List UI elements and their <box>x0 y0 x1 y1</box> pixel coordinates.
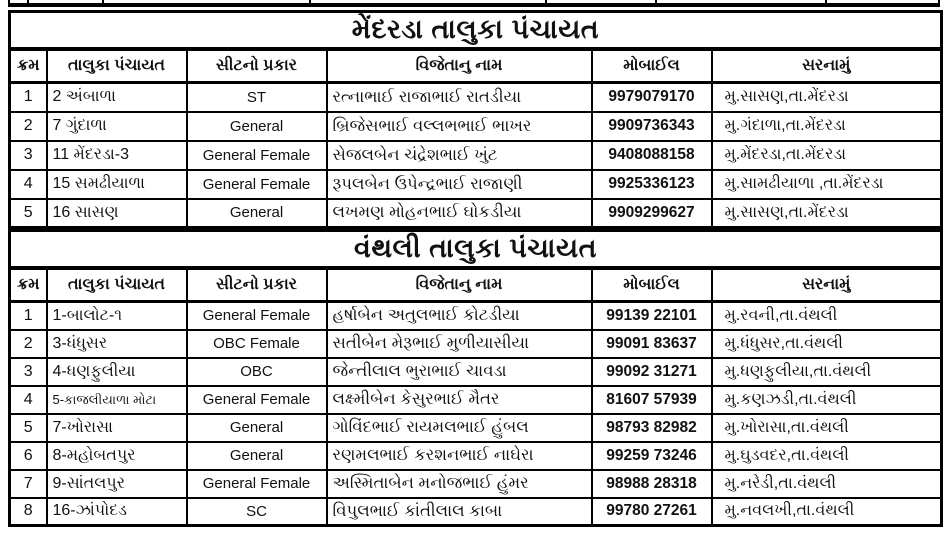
divider <box>102 0 104 3</box>
row-address: મુ.ઘુડવદર,તા.વંથલી <box>712 442 942 470</box>
row-mobile: 9979079170 <box>592 83 712 112</box>
table-title: વંથલી તાલુકા પંચાયત <box>10 231 942 268</box>
divider <box>655 0 657 3</box>
row-winner-name: જેન્તીલાલ ભુરાભાઈ ચાવડા <box>327 358 592 386</box>
row-mobile: 99091 83637 <box>592 330 712 358</box>
row-seat-type: General <box>187 414 327 442</box>
row-seat-type: ST <box>187 83 327 112</box>
row-seat-type: OBC Female <box>187 330 327 358</box>
row-winner-name: હર્ષાબેન અતુલભાઈ કોટડીયા <box>327 302 592 330</box>
table-row <box>10 386 942 414</box>
row-serial: 3 <box>10 141 47 170</box>
row-address: મુ.નવલખી,તા.વંથલી <box>712 498 942 526</box>
header-row <box>10 49 942 83</box>
row-winner-name: વિપુલભાઈ કાંતીલાલ કાબા <box>327 498 592 526</box>
row-taluka: 7-ખોરાસા <box>47 414 187 442</box>
header-mobile: મોબાઈલ <box>592 49 712 83</box>
row-seat-type: General <box>187 442 327 470</box>
tables-wrapper <box>8 10 940 527</box>
row-serial: 5 <box>10 414 47 442</box>
row-seat-type: General <box>187 112 327 141</box>
table-row <box>10 330 942 358</box>
row-winner-name: અસ્મિતાબેન મનોજભાઈ હુંમર <box>327 470 592 498</box>
divider <box>825 0 827 3</box>
row-serial: 2 <box>10 112 47 141</box>
row-winner-name: રણમલભાઈ કરશનભાઈ નાઘેરા <box>327 442 592 470</box>
row-seat-type: General <box>187 199 327 228</box>
row-address: મુ.સાસણ,તા.મેંદરડા <box>712 83 942 112</box>
row-address: મુ.કણઝડી,તા.વંથલી <box>712 386 942 414</box>
row-mobile: 9408088158 <box>592 141 712 170</box>
row-address: મુ.ધંધુસર,તા.વંથલી <box>712 330 942 358</box>
row-serial: 1 <box>10 302 47 330</box>
row-address: મુ.સામઢીયાળા ,તા.મેંદરડા <box>712 170 942 199</box>
header-winner: વિજેતાનુ નામ <box>327 268 592 302</box>
row-winner-name: સતીબેન મેરૂભાઈ મુળીયાસીયા <box>327 330 592 358</box>
row-winner-name: રૂપલબેન ઉપેન્દ્રભાઈ રાજાણી <box>327 170 592 199</box>
row-taluka: 7 ગુંદાળા <box>47 112 187 141</box>
row-taluka: 3-ધંધુસર <box>47 330 187 358</box>
row-taluka: 1-બાલોટ-૧ <box>47 302 187 330</box>
header-serial: ક્રમ <box>10 49 47 83</box>
table-title-row <box>10 12 942 49</box>
row-mobile: 9909299627 <box>592 199 712 228</box>
row-seat-type: General Female <box>187 302 327 330</box>
row-serial: 4 <box>10 386 47 414</box>
table-title-row <box>10 231 942 268</box>
row-mobile: 99259 73246 <box>592 442 712 470</box>
table-row <box>10 414 942 442</box>
row-address: મુ.ગંદાળા,તા.મેંદરડા <box>712 112 942 141</box>
row-taluka: 2 અંબાળા <box>47 83 187 112</box>
table-row <box>10 498 942 526</box>
row-address: મુ.મેંદરડા,તા.મેંદરડા <box>712 141 942 170</box>
row-serial: 6 <box>10 442 47 470</box>
row-seat-type: General Female <box>187 141 327 170</box>
table-row <box>10 470 942 498</box>
row-taluka: 16-ઝાંપોદડ <box>47 498 187 526</box>
header-winner: વિજેતાનુ નામ <box>327 49 592 83</box>
row-mobile: 99092 31271 <box>592 358 712 386</box>
row-address: મુ.ધણફુલીયા,તા.વંથલી <box>712 358 942 386</box>
table-row <box>10 442 942 470</box>
header-taluka: તાલુકા પંચાયત <box>47 268 187 302</box>
divider <box>27 0 29 3</box>
row-mobile: 98793 82982 <box>592 414 712 442</box>
row-mobile: 9909736343 <box>592 112 712 141</box>
row-taluka: 8-મહોબતપુર <box>47 442 187 470</box>
header-seat-type: સીટનો પ્રકાર <box>187 49 327 83</box>
header-mobile: મોબાઈલ <box>592 268 712 302</box>
row-serial: 2 <box>10 330 47 358</box>
header-taluka: તાલુકા પંચાયત <box>47 49 187 83</box>
row-address: મુ.નરેડી,તા.વંથલી <box>712 470 942 498</box>
table-row <box>10 83 942 112</box>
row-taluka: 9-સાંતલપુર <box>47 470 187 498</box>
row-winner-name: રત્નાભાઈ રાજાભાઈ રાતડીયા <box>327 83 592 112</box>
row-serial: 3 <box>10 358 47 386</box>
table-row <box>10 199 942 228</box>
row-serial: 4 <box>10 170 47 199</box>
vanthali-taluka-table <box>8 229 943 527</box>
row-seat-type: General Female <box>187 386 327 414</box>
row-winner-name: લખમણ મોહનભાઈ ઘોકડીયા <box>327 199 592 228</box>
row-serial: 1 <box>10 83 47 112</box>
row-mobile: 81607 57939 <box>592 386 712 414</box>
divider <box>309 0 311 3</box>
row-mobile: 9925336123 <box>592 170 712 199</box>
mendarda-taluka-table <box>8 10 943 229</box>
header-address: સરનામું <box>712 268 942 302</box>
header-address: સરનામું <box>712 49 942 83</box>
table-row <box>10 302 942 330</box>
row-taluka: 11 મેંદરડા-3 <box>47 141 187 170</box>
row-taluka: 16 સાસણ <box>47 199 187 228</box>
table-title: મેંદરડા તાલુકા પંચાયત <box>10 12 942 49</box>
row-seat-type: General Female <box>187 170 327 199</box>
table-row <box>10 112 942 141</box>
header-serial: ક્રમ <box>10 268 47 302</box>
row-address: મુ.સાસણ,તા.મેંદરડા <box>712 199 942 228</box>
row-seat-type: SC <box>187 498 327 526</box>
row-address: મુ.રવની,તા.વંથલી <box>712 302 942 330</box>
table-row <box>10 170 942 199</box>
row-seat-type: OBC <box>187 358 327 386</box>
row-taluka: 5-કાજલીયાળા મોટા <box>47 386 187 414</box>
row-serial: 7 <box>10 470 47 498</box>
row-winner-name: સેજલબેન ચંદ્રેશભાઈ ખુંટ <box>327 141 592 170</box>
row-mobile: 98988 28318 <box>592 470 712 498</box>
top-partial-row <box>8 0 940 7</box>
row-winner-name: લક્ષ્મીબેન કેસુરભાઈ મૈતર <box>327 386 592 414</box>
row-winner-name: બ્રિજેસભાઈ વલ્લભભાઈ ભાખર <box>327 112 592 141</box>
table-row <box>10 358 942 386</box>
divider <box>545 0 547 3</box>
row-mobile: 99780 27261 <box>592 498 712 526</box>
row-address: મુ.ખોરાસા,તા.વંથલી <box>712 414 942 442</box>
row-seat-type: General Female <box>187 470 327 498</box>
header-row <box>10 268 942 302</box>
row-taluka: 4-ધણફુલીયા <box>47 358 187 386</box>
row-winner-name: ગોવિંદભાઈ રાયમલભાઈ હુંબલ <box>327 414 592 442</box>
row-taluka: 15 સમઢીયાળા <box>47 170 187 199</box>
header-seat-type: સીટનો પ્રકાર <box>187 268 327 302</box>
row-serial: 8 <box>10 498 47 526</box>
table-row <box>10 141 942 170</box>
row-serial: 5 <box>10 199 47 228</box>
row-mobile: 99139 22101 <box>592 302 712 330</box>
